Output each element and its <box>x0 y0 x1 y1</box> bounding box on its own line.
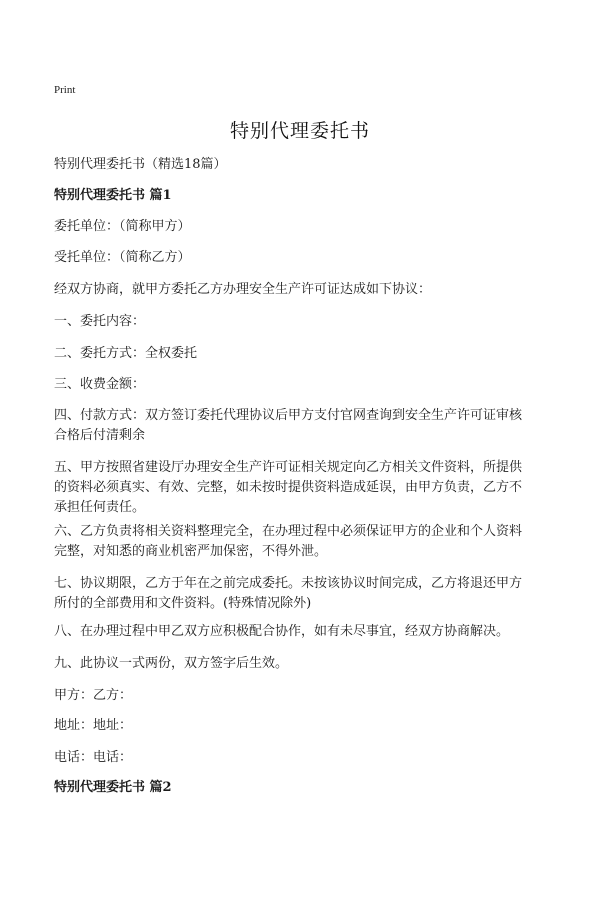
paragraph-line: 的资料必须真实、有效、完整，如未按时提供资料造成延误，由甲方负责，乙方不 <box>54 480 523 495</box>
paragraph-line: 合格后付清剩余 <box>54 428 146 443</box>
paragraph-line: 五、甲方按照省建设厅办理安全生产许可证相关规定向乙方相关文件资料，所提供 <box>54 460 523 475</box>
paragraph-line: 三、收费金额： <box>54 377 146 392</box>
paragraph-line: 经双方协商，就甲方委托乙方办理安全生产许可证达成如下协议： <box>54 282 432 297</box>
document-subtitle: 特别代理委托书（精选18篇） <box>54 157 227 172</box>
paragraph-line: 二、委托方式：全权委托 <box>54 346 198 361</box>
paragraph-line: 七、协议期限，乙方于年在之前完成委托。未按该协议时间完成，乙方将退还甲方 <box>54 576 523 591</box>
paragraph-line: 委托单位：（简称甲方） <box>54 219 191 234</box>
paragraph-line: 电话：电话： <box>54 750 133 765</box>
print-label[interactable]: Print <box>54 84 76 96</box>
paragraph-line: 八、在办理过程中甲乙双方应积极配合协作，如有未尽事宜，经双方协商解决。 <box>54 624 510 639</box>
paragraph-line: 地址：地址： <box>54 718 133 733</box>
section-heading-1: 特别代理委托书 篇1 <box>54 188 172 203</box>
document-title: 特别代理委托书 <box>229 120 370 142</box>
paragraph-line: 受托单位：（简称乙方） <box>54 250 191 265</box>
paragraph-line: 甲方：乙方： <box>54 688 133 703</box>
paragraph-line: 承担任何责任。 <box>54 500 146 515</box>
paragraph-line: 完整，对知悉的商业机密严加保密，不得外泄。 <box>54 544 328 559</box>
paragraph-line: 九、此协议一式两份，双方签字后生效。 <box>54 656 289 671</box>
paragraph-line: 六、乙方负责将相关资料整理完全，在办理过程中必须保证甲方的企业和个人资料 <box>54 524 523 539</box>
paragraph-line: 所付的全部费用和文件资料。(特殊情况除外) <box>54 596 312 611</box>
paragraph-line: 一、委托内容： <box>54 314 146 329</box>
section-heading-2: 特别代理委托书 篇2 <box>54 780 172 795</box>
paragraph-line: 四、付款方式：双方签订委托代理协议后甲方支付官网查询到安全生产许可证审核 <box>54 408 523 423</box>
